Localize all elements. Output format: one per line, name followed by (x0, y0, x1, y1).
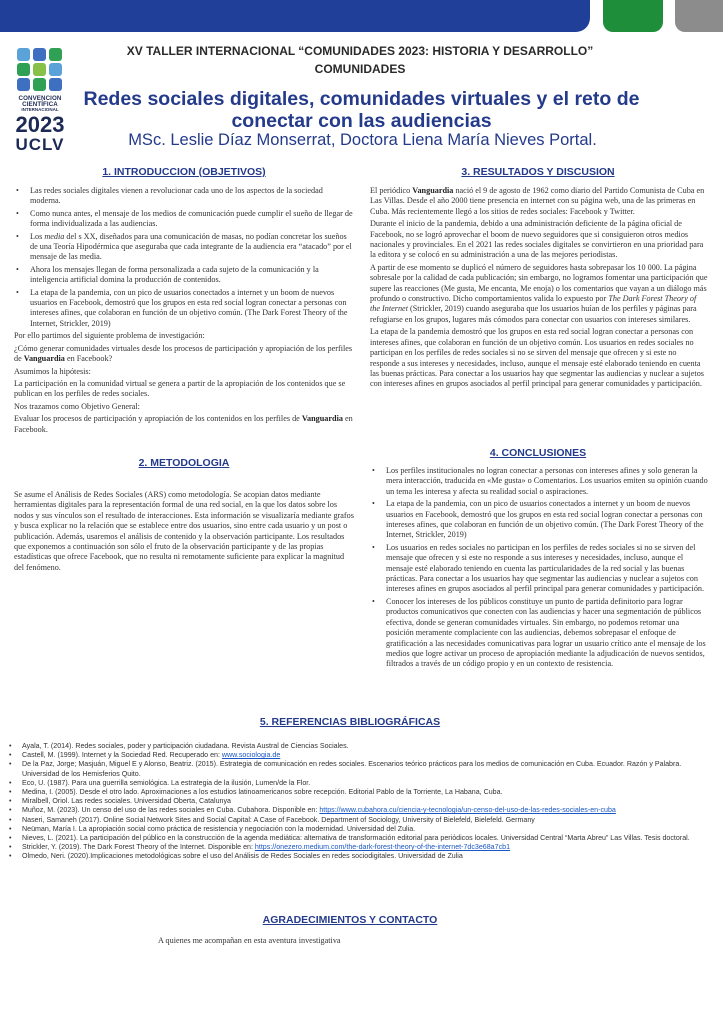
poster-title-line2: conectar con las audiencias (231, 110, 492, 132)
conclusions-section (370, 466, 708, 672)
reference-link[interactable]: www.sociologia.de (221, 751, 281, 760)
reference-item: • Naseri, Samaneh (2017). Online Social Network Sites and Social Capital: A Case of Facebook. Department of Sociology, University of Bielefeld, Bielefeld. Germany (8, 816, 714, 825)
acknowledgements-heading: AGRADECIMIENTOS Y CONTACTO (262, 914, 438, 926)
conclusions-bullet-list (370, 466, 708, 670)
logo-squares-icon (16, 48, 66, 92)
logo-org: UCLV (15, 134, 65, 154)
reference-item: • Ayala, T. (2014). Redes sociales, poder y participación ciudadana. Revista Austral de Ciencias Sociales. (8, 742, 714, 751)
reference-item: • Neüman, María I. La apropiación social como práctica de resistencia y negociación con la modernidad. Universidad del Zulia. (8, 825, 714, 834)
reference-item: • Medina, I. (2005). Desde el otro lado. Aproximaciones a los estudios latinoamericanos sobre recepción. Editorial Pablo de la Torriente, La Habana, Cuba. (8, 788, 714, 797)
intro-objective: Evaluar los procesos de participación y apropiación de los contenidos en los perfiles de Vanguardia en Facebook. (14, 414, 353, 434)
results-section (370, 186, 708, 392)
top-stripe-gray (675, 0, 723, 32)
authors: MSc. Leslie Díaz Monserrat, Doctora Liena María Nieves Portal. (128, 131, 597, 149)
method-text: Se asume el Análisis de Redes Sociales (ARS) como metodología. Se acopian datos mediante herramientas digitales para la representación formal de una red social, en la que los datos sobre los nodos y sus vínculos son el resultado de interacciones. Esta información se visualizaría mediante grafos y busca explicar no la relación que se establece entre dos usuarios, sino entre cada usuario y un post o publicación. Además, usaremos el análisis de contenido y la observación participante. Los resultados que exponemos a continuación son sólo el fruto de la observación participante y de las propias estadísticas que ofrece Facebook, que no resulta ni remotamente suficiente para explicar la magnitud del fenómeno. (14, 490, 354, 572)
method-section (14, 490, 354, 575)
poster-title (80, 88, 643, 132)
logo-year: 2023 (15, 111, 65, 137)
acknowledgements-text: A quienes me acompañan en esta aventura investigativa (158, 936, 341, 945)
intro-bullet-list (14, 186, 354, 329)
event-name: XV TALLER INTERNACIONAL “COMUNIDADES 2023: HISTORIA Y DESARROLLO” (126, 44, 594, 58)
intro-hypothesis: La participación en la comunidad virtual se genera a partir de la apropiación de los contenidos que se publican en los perfiles de redes sociales. (14, 378, 346, 399)
intro-bullet: • La etapa de la pandemia, con un pico de usuarios conectados a internet y un boom de nuevos usuarios en Facebook, demostró que los grupos en esta red social logran conectar a personas con intereses afines, que colaboran en función de un objetivo común. (The Dark Forest Theory of the Internet, Strickler, 2019) (14, 288, 354, 330)
intro-bullet: • Ahora los mensajes llegan de forma personalizada a cada sujeto de la comunicación y la inteligencia artificial domina la producción de contenidos. (14, 265, 354, 286)
results-paragraph: A partir de ese momento se duplicó el número de seguidores hasta sobrepasar los 10 000. La página sobresale por la calidad de cada publicación; sin embargo, no logramos fomentar una participación que supere las reacciones (Me gusta, Me encanta, Me enoja) o los comentarios que vayan a un diálogo más profundo o constructivo. Dicho comportamientos valida lo expuesto por The Dark Forest Theory of the Internet (Strickler, 2019) cuando aseguraba que los usuarios huían de los perfiles y páginas para refugiarse en los grupos, lugares más cómodos para conectar con usuarios con intereses similares. (370, 262, 708, 324)
top-stripe-blue (0, 0, 590, 32)
results-paragraph: El periódico Vanguardia nació el 9 de agosto de 1962 como diario del Partido Comunista de Cuba en Las Villas. Desde el año 2000 tiene presencia en internet con su página web, una de las primeras en Cuba. Más recientemente llegó a los sitios de redes sociales: Facebook y Twitter. (370, 186, 705, 216)
references-heading: 5. REFERENCIAS BIBLIOGRÁFICAS (259, 716, 441, 728)
poster-title-line1: Redes sociales digitales, comunidades virtuales y el reto de (83, 88, 640, 110)
intro-problem-label: Por ello partimos del siguiente problema de investigación: (14, 331, 205, 341)
intro-problem: ¿Cómo generar comunidades virtuales desde los procesos de participación y apropiación de los perfiles de Vanguardia en Facebook? (14, 343, 353, 364)
reference-item: • Miralbell, Oriol. Las redes sociales. Universidad Oberta, Catalunya (8, 797, 714, 806)
logo-line2: CIENTÍFICA (22, 101, 58, 109)
logo-line3: INTERNACIONAL (21, 107, 59, 113)
reference-item: • Eco, U. (1987). Para una guerrilla semiológica. La estrategia de la ilusión, Lumen/de la Flor. (8, 779, 714, 788)
intro-section (14, 186, 354, 437)
reference-item: • De la Paz, Jorge; Masjuán, Miguel E y Alonso, Beatriz. (2015). Estrategia de comunicación en redes sociales. Escenarios teórico prácticos para los medios de comunicación en Cuba. Ecuador. Razón y Palabra. Universidad de los Hemisferios Quito. (8, 760, 714, 778)
event-subtitle: COMUNIDADES (314, 62, 406, 76)
intro-bullet: • Las redes sociales digitales vienen a revolucionar cada uno de los aspectos de la sociedad moderna. (14, 186, 354, 207)
intro-bullet-media: • Los media del s XX, diseñados para una comunicación de masas, no podían concretar los sueños de una Teoría Hipodérmica que aseguraba que cada integrante de la audiencia era “atacado” por el mensaje de las media. (14, 232, 354, 263)
reference-item: • Nieves, L. (2021). La participación del público en la construcción de la agenda mediática: alternativa de transformación editorial para periódicos locales. Universidad Central “Marta Abreu” Las Villas. Tesis doctoral. (8, 834, 714, 843)
event-logo (12, 48, 68, 153)
conclusion-bullet: • Conocer los intereses de los públicos constituye un punto de partida definitorio para lograr productos comunicativos que conecten con las audiencias y hacer una segmentación de públicos efectiva, donde se generan comunidades virtuales. Sin embargo, no podemos retomar una posición meramente complaciente con las audiencias, debemos sobrepasar el enfoque de gratificación a las necesidades comunicativas para lograr un usuario crítico ante el mensaje de los medios que logre activar un proceso de apropiación mediante la adjudicación de nuevos sentidos, filtrados a través de un código propio y en un contexto de resistencia. (370, 597, 708, 670)
top-stripe-green (603, 0, 663, 32)
references-list (8, 742, 714, 862)
results-paragraph: La etapa de la pandemia demostró que los grupos en esta red social logran conectar a personas con intereses afines, que colaboran en función de un objetivo común. Los usuarios en redes sociales no participan en los perfiles de redes sociales si no se sirven del mensaje que ofrecen y si este no responde a sus intereses y necesidades, incluso, aunque el mensaje esté elaborado teniendo en cuenta las buenas prácticas. Para conectar a los usuarios hay que segmentar las audiencias y nuclear a sujetos con intereses afines en grupos asociados al perfil principal para generar comunidades y participación. (370, 327, 704, 389)
conclusions-heading: 4. CONCLUSIONES (489, 447, 587, 459)
conclusion-bullet: • Los perfiles institucionales no logran conectar a personas con intereses afines y solo generan la mera interacción, traducida en «Me gusta» o Comentarios. Los usuarios emiten su opinión cuando un tema les interesa y afecta su realidad social o aspiraciones. (370, 466, 708, 497)
results-heading: 3. RESULTADOS Y DISCUSION (461, 166, 615, 178)
reference-item: • Castell, M. (1999). Internet y la Sociedad Red. Recuperado en: www.sociologia.de (8, 751, 714, 760)
intro-objective-label: Nos trazamos como Objetivo General: (14, 401, 140, 411)
method-heading: 2. METODOLOGIA (138, 457, 230, 469)
reference-link[interactable]: https://onezero.medium.com/the-dark-forest-theory-of-the-internet-7dc3e68a7cb1 (254, 843, 511, 852)
reference-link[interactable]: https://www.cubahora.cu/ciencia-y-tecnologia/un-censo-del-uso-de-las-redes-sociales-en-cuba (319, 806, 616, 815)
intro-heading: 1. INTRODUCCION (OBJETIVOS) (102, 166, 266, 178)
reference-item: • Olmedo, Neri. (2020).Implicaciones metodológicas sobre el uso del Análisis de Redes Sociales en redes sociodigitales. Universidad de Zulia (8, 852, 714, 861)
conclusion-bullet: • La etapa de la pandemia, con un pico de usuarios conectados a internet y un boom de nuevos usuarios en Facebook, demostró que los grupos en esta red social logran conectar a personas con intereses afines, que colaboran en función de un objetivo común. (The Dark Forest Theory of the Internet, Strickler, 2019) (370, 499, 708, 541)
reference-item: • Strickler, Y. (2019). The Dark Forest Theory of the Internet. Disponible en: https://onezero.medium.com/the-dark-forest-theory-of-the-internet-7dc3e68a7cb1 (8, 843, 714, 852)
intro-bullet: • Como nunca antes, el mensaje de los medios de comunicación puede cumplir el sueño de llegar de forma individualizada a las audiencias. (14, 209, 354, 230)
conclusion-bullet: • Los usuarios en redes sociales no participan en los perfiles de redes sociales si no se sirven del mensaje que ofrecen y si este no responde a sus intereses y necesidades, incluso, aunque el mensaje esté elaborado teniendo en cuenta las particularidades de la red social y las buenas prácticas. Para conectar a los usuarios hay que segmentar las audiencias y nuclear a sujetos con intereses afines en grupos asociados al perfil principal para generar comunidades y participación. (370, 543, 708, 595)
logo-line1: CONVENCION (18, 95, 62, 102)
reference-item: • Muñoz, M. (2023). Un censo del uso de las redes sociales en Cuba. Cubahora. Disponible en: https://www.cubahora.cu/ciencia-y-tecnologia/un-censo-del-uso-de-las-redes-sociales-en-cuba (8, 806, 714, 815)
results-paragraph: Durante el inicio de la pandemia, debido a una administración deficiente de la página oficial de Facebook, no se logró aprovechar el boom de nuevo seguidores que si consiguieron otros medios nacionales y provinciales. En el 2021 las redes sociales digitales se convirtieron en una prioridad para la editora y se colocó en su administración a una de las mejores periodistas. (370, 219, 704, 260)
intro-hypothesis-label: Asumimos la hipótesis: (14, 366, 91, 376)
